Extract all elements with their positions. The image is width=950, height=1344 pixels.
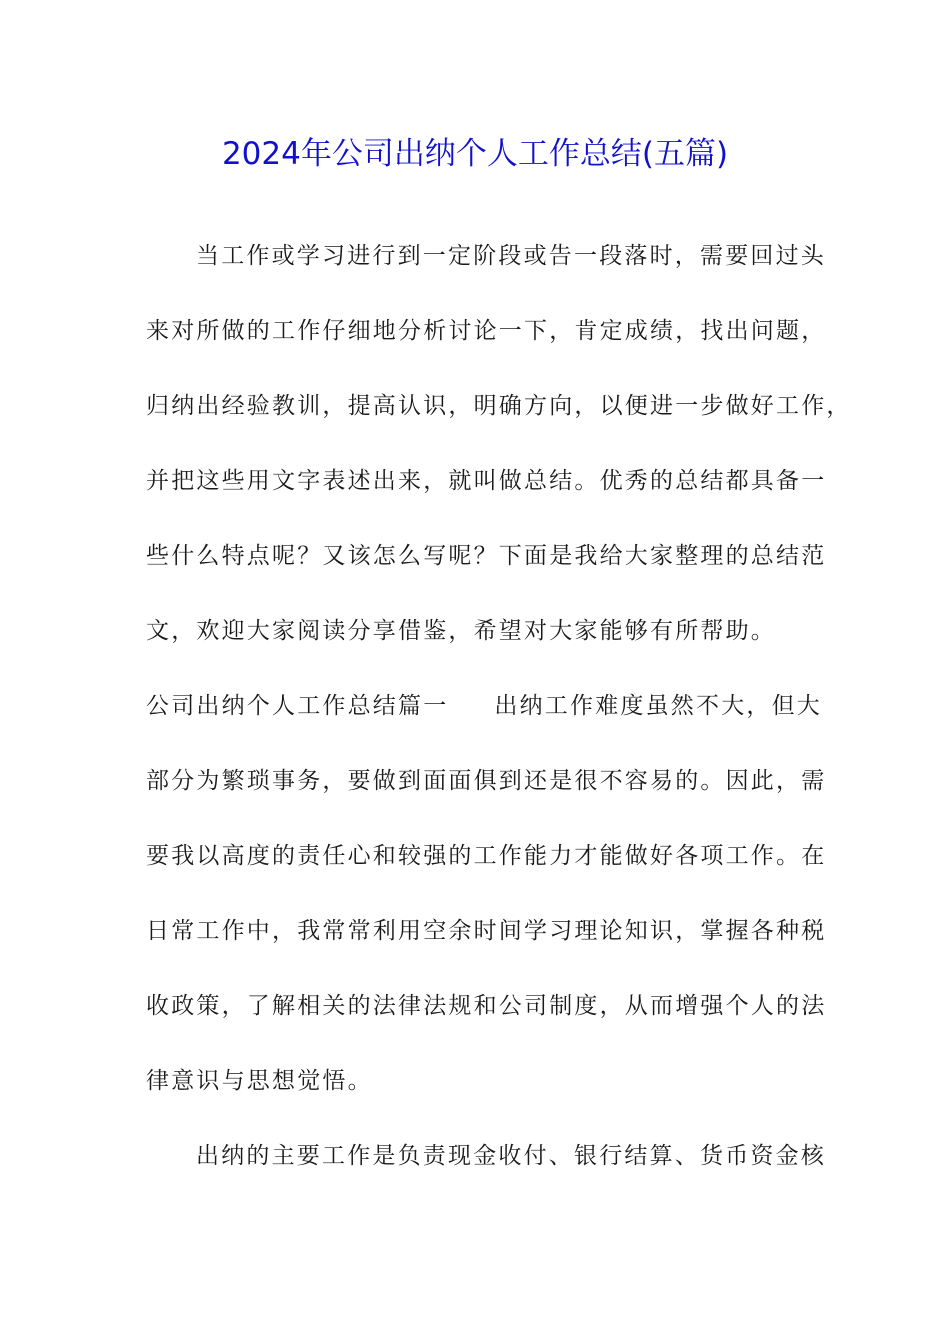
paragraph-line: 来对所做的工作仔细地分析讨论一下，肯定成绩，找出问题， (146, 318, 827, 344)
paragraph-line: 归纳出经验教训，提高认识，明确方向，以便进一步做好工作， (146, 393, 852, 419)
paragraph-line: 律意识与思想觉悟。 (146, 1068, 373, 1094)
paragraph-line: 要我以高度的责任心和较强的工作能力才能做好各项工作。在 (146, 843, 827, 869)
paragraph-line: 收政策，了解相关的法律法规和公司制度，从而增强个人的法 (146, 993, 827, 1019)
section-heading: 公司出纳个人工作总结篇一 (146, 693, 449, 719)
paragraph-line: 出纳的主要工作是负责现金收付、银行结算、货币资金核 (196, 1143, 826, 1169)
paragraph-line: 些什么特点呢？又该怎么写呢？下面是我给大家整理的总结范 (146, 543, 827, 569)
document-title: 2024年公司出纳个人工作总结(五篇) (221, 136, 729, 172)
paragraph-line: 部分为繁琐事务，要做到面面俱到还是很不容易的。因此，需 (146, 768, 827, 794)
paragraph-line: 文，欢迎大家阅读分享借鉴，希望对大家能够有所帮助。 (146, 618, 776, 644)
section-line (146, 686, 822, 726)
paragraph-line: 日常工作中，我常常利用空余时间学习理论知识，掌握各种税 (146, 918, 827, 944)
paragraph-line: 并把这些用文字表述出来，就叫做总结。优秀的总结都具备一 (146, 468, 827, 494)
section-first-line: 出纳工作难度虽然不大，但大 (494, 693, 823, 719)
paragraph-line: 当工作或学习进行到一定阶段或告一段落时，需要回过头 (196, 243, 826, 269)
